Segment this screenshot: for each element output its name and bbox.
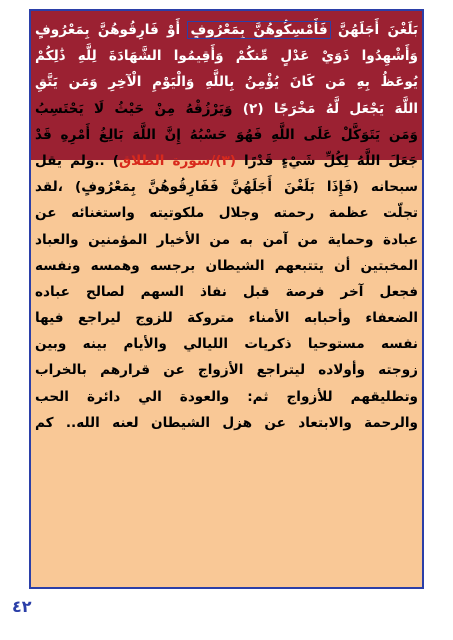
verse-text: وَيَرْزُقْهُ مِنْ حَيْثُ لَا يَحْتَسِبُ (35, 100, 233, 117)
page-number: ٤٢ (12, 597, 32, 616)
verse-text: بَلَغْنَ أَجَلَهُنَّ (329, 22, 418, 38)
body-line: الضعفاء وأحبابه الأمناء متروكة للزوج ليراجع فيها (35, 310, 418, 327)
body-line: تجلّت عظمة رحمته وجلال ملكوتيته واستغنائه عن (35, 205, 418, 222)
body-text: ) ..ولم يقل (35, 152, 119, 169)
boxed-phrase: فَأَمْسِكُوهُنَّ بِمَعْرُوفٍ (190, 22, 328, 38)
verse-text: أَوْ فَارِقُوهُنَّ بِمَعْرُوفٍ (35, 22, 189, 38)
body-line: زوجته وأولاده ليتراجع الأزواج عن قرارهم بالخراب (35, 362, 418, 379)
body-line: عبادة وحماية من آمن به من الأخيار المؤمنين والعباد (35, 231, 418, 248)
verse-line-2: وَأَشْهِدُوا ذَوَيْ عَدْلٍ مِّنكُمْ وَأَقِيمُوا الشَّهَادَةَ لِلَّهِ ذَٰلِكُمْ (35, 48, 418, 65)
page-text (35, 17, 418, 436)
verse-line-4 (35, 96, 418, 122)
body-line: سبحانه (فَإِذَا بَلَغْنَ أَجَلَهُنَّ فَفَارِقُوهُنَّ بِمَعْرُوفٍ) ،لقد (35, 179, 418, 196)
verse-line-6 (35, 148, 418, 174)
verse-text: جَعَلَ اللَّهُ لِكُلِّ شَيْءٍ قَدْرًا (235, 152, 418, 169)
verse-line-1 (35, 17, 418, 43)
verse-line-5: وَمَن يَتَوَكَّلْ عَلَى اللَّهِ فَهُوَ حَسْبُهُ إِنَّ اللَّهَ بَالِغُ أَمْرِهِ قَدْ (35, 126, 418, 143)
body-line: وتطليقهم للأزواج ثم: والعودة الي دائرة الحب (35, 388, 418, 405)
page-frame (29, 9, 424, 589)
body-line: فجعل آخر فرصة قبل نفاذ السهم لصالح عباده (35, 283, 418, 300)
surah-reference: (٣)/سورة الطلاق (118, 152, 236, 169)
body-line: نفسه مستوحيا ذكريات الليالي والأيام بينه وبين (35, 336, 418, 353)
body-line: المخبتين أن يتتبعهم الشيطان برجسه وهمسه ونفسه (35, 257, 418, 274)
body-line: والرحمة والابتعاد عن هزل الشيطان لعنه الله.. كم (35, 414, 418, 431)
verse-line-3: يُوعَظُ بِهِ مَن كَانَ يُؤْمِنُ بِاللَّهِ وَالْيَوْمِ الْآخِرِ وَمَن يَتَّقِ (35, 74, 418, 91)
verse-text-highlighted: اللَّهَ يَجْعَل لَّهُ مَخْرَجًا (٢) (232, 100, 418, 117)
